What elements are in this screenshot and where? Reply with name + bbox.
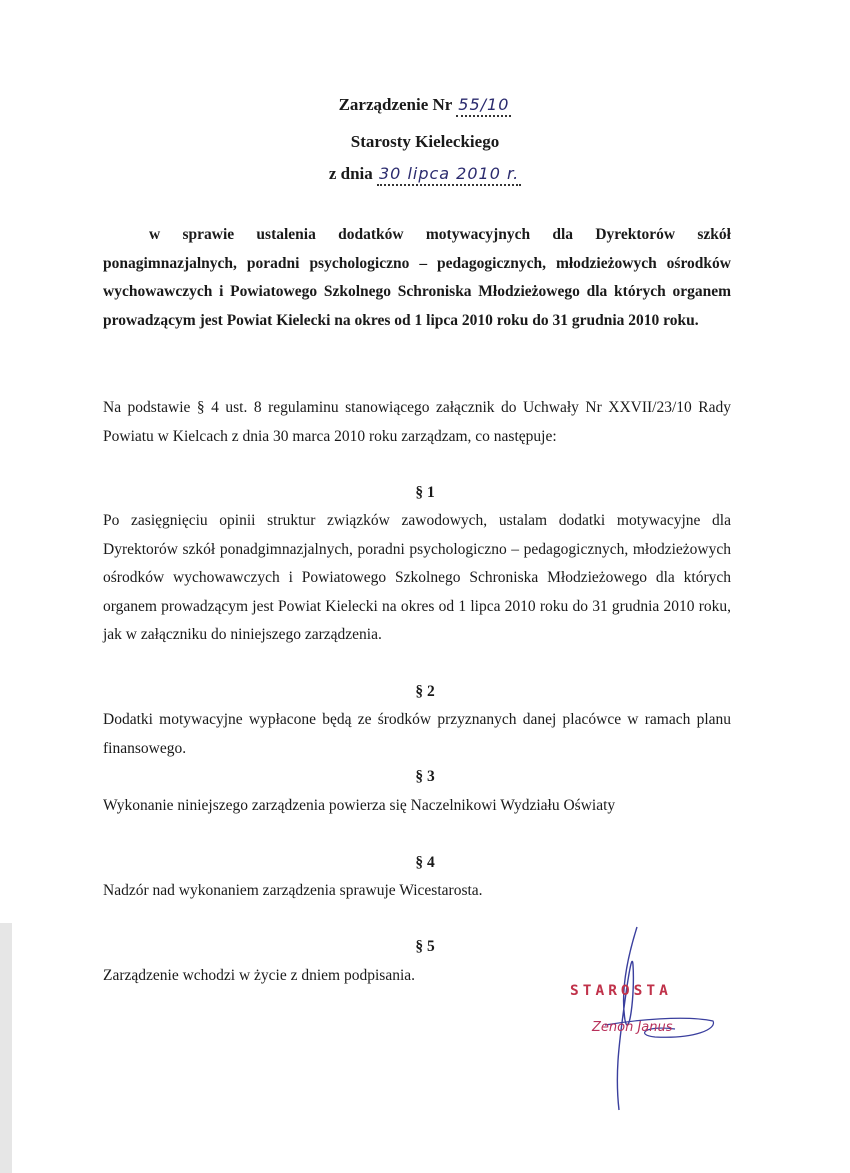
section-5-label: § 5 (415, 938, 435, 955)
section-5-text: Zarządzenie wchodzi w życie z dniem podpisania. (103, 967, 416, 984)
official-stamp-name: Zenon Janus (592, 1020, 673, 1035)
legal-basis-paragraph: Na podstawie § 4 ust. 8 regulaminu stanowiącego załącznik do Uchwały Nr XXVII/23/10 Rady Powiatu w Kielcach z dnia 30 marca 2010 roku zarządzam, co następuje: (103, 399, 731, 445)
section-2-label: § 2 (415, 683, 435, 700)
document-date (0, 164, 850, 186)
scan-edge-shadow (0, 923, 12, 1173)
title-prefix: Zarządzenie Nr (338, 95, 453, 114)
title-number: 55/10 (458, 95, 510, 114)
section-3-label: § 3 (415, 768, 435, 785)
section-4-text: Nadzór nad wykonaniem zarządzenia sprawuje Wicestarosta. (103, 882, 483, 899)
section-1-text: Po zasięgnięciu opinii struktur związków zawodowych, ustalam dodatki motywacyjne dla Dyrektorów szkół ponadgimnazjalnych, poradni psychologiczno – pedagogicznych, młodzieżowych ośrodków wychowawczych i Powiatowego Szkolnego Schroniska Młodzieżowego dla których organem prowadzącym jest Powiat Kielecki na okres od 1 lipca 2010 roku do 31 grudnia 2010 roku, jak w załączniku do niniejszego zarządzenia. (103, 512, 731, 643)
issuing-authority: Starosty Kieleckiego (350, 132, 500, 151)
document-title (0, 95, 850, 117)
date-prefix: z dnia (328, 164, 373, 183)
section-4-label: § 4 (415, 854, 435, 871)
subject-paragraph: w sprawie ustalenia dodatków motywacyjnych dla Dyrektorów szkół ponagimnazjalnych, poradni psychologiczno – pedagogicznych, młodzieżowych ośrodków wychowawczych i Powiatowego Szkolnego Schroniska Młodzieżowego dla których organem prowadzącym jest Powiat Kielecki na okres od 1 lipca 2010 roku do 31 grudnia 2010 roku. (103, 226, 731, 329)
date-value: 30 lipca 2010 r. (379, 164, 520, 183)
official-stamp-title: STAROSTA (570, 983, 672, 999)
section-2-text: Dodatki motywacyjne wypłacone będą ze środków przyznanych danej placówce w ramach planu finansowego. (103, 711, 731, 757)
section-1-label: § 1 (415, 484, 435, 501)
section-3-text: Wykonanie niniejszego zarządzenia powierza się Naczelnikowi Wydziału Oświaty (103, 797, 616, 814)
